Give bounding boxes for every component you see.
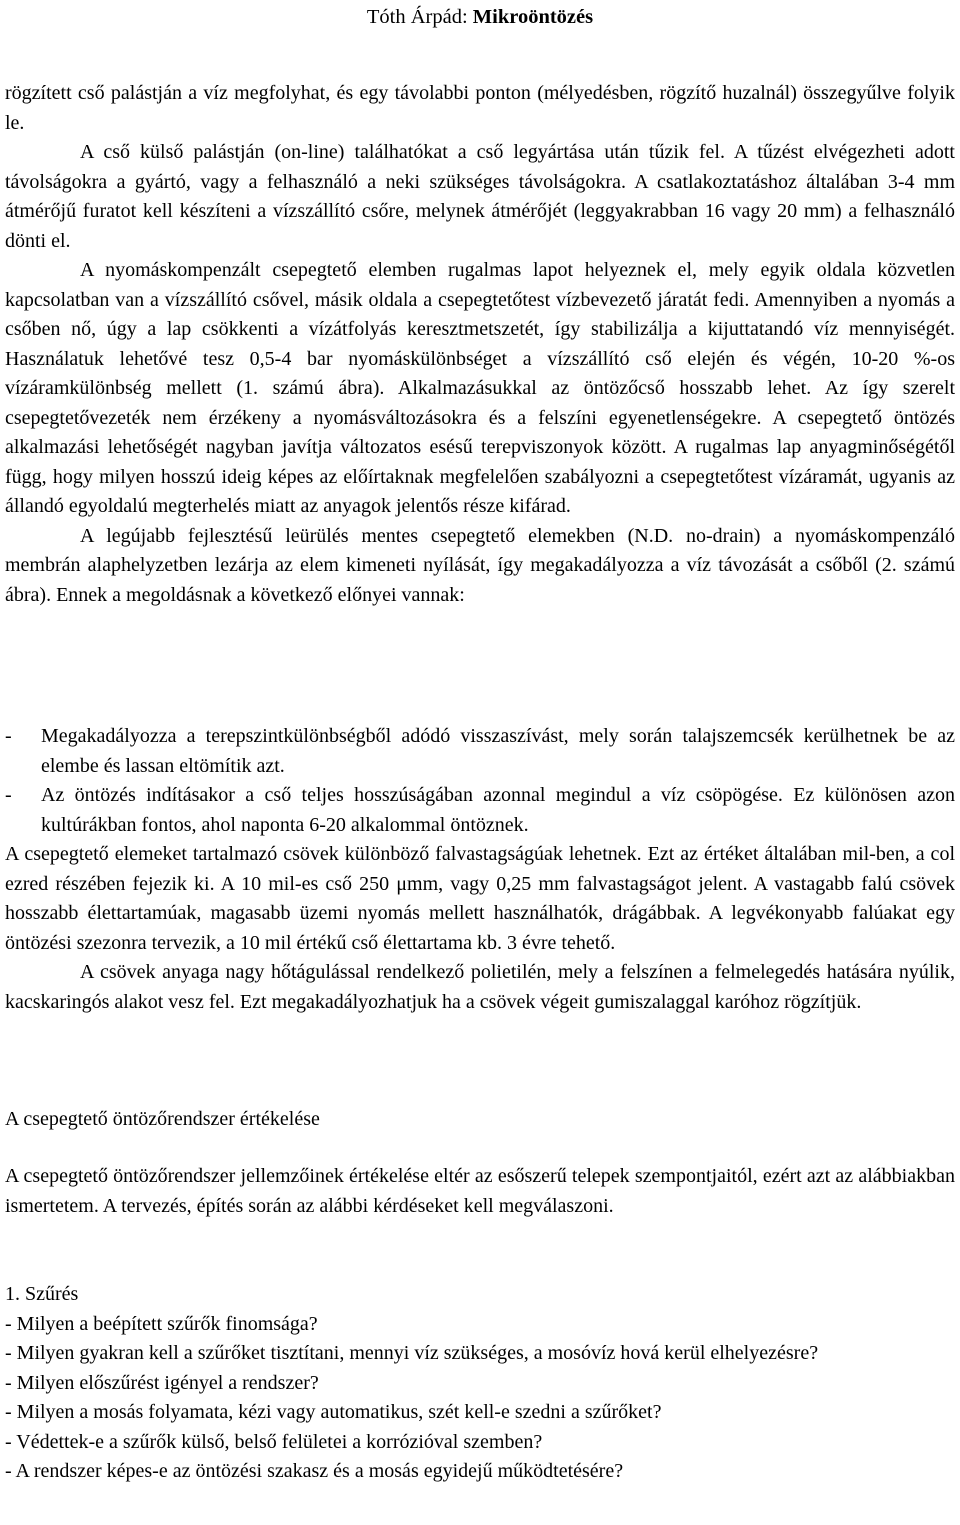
question-item: - Milyen gyakran kell a szűrőket tisztítani, mennyi víz szükséges, a mosóvíz hová kerül elhelyezésre? [5, 1342, 819, 1364]
dash-bullet: - [5, 725, 12, 747]
paragraph-7-block [5, 1162, 955, 1221]
question-item: - Milyen a beépített szűrők finomsága? [5, 1312, 318, 1335]
list-item-text: Megakadályozza a terepszintkülönbségből adódó visszaszívást, mely során talajszemcsék kerülhetnek be az elembe és lassan eltömítik azt. [41, 725, 955, 777]
paragraph-2: A cső külső palástján (on-line) találhatókat a cső legyártása után tűzik fel. A tűzést elvégezheti adott távolságokra a gyártó, vagy a felhasználó a neki szükséges távolságokra. A csatlakoztatáshoz általában 3-4 mm átmérőjű furatot kell készíteni a vízszállító csőre, melynek átmérőjét (leggyakrabban 16 vagy 20 mm) a felhasználó dönti el. [5, 141, 955, 252]
header-author: Tóth Árpád: [366, 6, 473, 28]
paragraph-6: A csövek anyaga nagy hőtágulással rendelkező polietilén, mely a felszínen a felmelegedés hatására nyúlik, kacskaringós alakot vesz fel. Ezt megakadályozhatjuk ha a csövek végeit gumiszalaggal karóhoz rögzítjük. [5, 961, 955, 1013]
question-item: - Védettek-e a szűrők külső, belső felületei a korrózióval szemben? [5, 1430, 543, 1453]
paragraph-3: A nyomáskompenzált csepegtető elemben rugalmas lapot helyeznek el, mely egyik oldala közvetlen kapcsolatban van a vízszállító csővel, másik oldala a csepegtetőtest vízbevezető járatát fedi. Amennyiben a nyomás a csőben nő, úgy a lap csökkenti a vízátfolyás keresztmetszetét, így stabilizálja a kijuttatandó víz mennyiségét. Használatuk lehetővé tesz 0,5-4 bar nyomáskülönbséget a vízszállító cső elején és végén, 10-20 %-os vízáramkülönbség mellett (1. számú ábra). Alkalmazásukkal az öntözőcső hosszabb lehet. Az így szerelt csepegtetővezeték nem érzékeny a nyomásváltozásokra és a felszíni egyenetlenségekre. A csepegtető öntözés alkalmazási lehetőségét nagyban javítja változatos esésű terepviszonyok között. A rugalmas lap anyagminőségétől függ, hogy milyen hosszú ideig képes az előírtaknak megfelelően szabályozni a csepegtetőtest vízáramát, ugyanis az állandó egyoldalú megterhelés miatt az anyagok jelentős része kifárad. [5, 259, 955, 517]
section-heading: A csepegtető öntözőrendszer értékelése [5, 1108, 320, 1130]
question-item: - Milyen a mosás folyamata, kézi vagy automatikus, szét kell-e szedni a szűrőket? [5, 1401, 662, 1423]
list-item [5, 781, 955, 840]
page-header [5, 3, 955, 33]
paragraph-intro [5, 79, 955, 610]
paragraph-5: A csepegtető elemeket tartalmazó csövek különböző falvastagságúak lehetnek. Ezt az értéket általában mil-ben, a col ezred részében fejezik ki. A 10 mil-es cső 250 μmm, vagy 0,25 mm falvastagságot jelent. A vastagabb falú csövek hosszabb élettartamúak, magasabb üzemi nyomás mellett használhatók, drágábbak. A legvékonyabb falúakat egy öntözési szezonra tervezik, a 10 mil értékű cső élettartama kb. 3 évre tehető. [5, 843, 955, 954]
question-item: - Milyen előszűrést igényel a rendszer? [5, 1371, 319, 1394]
list-item [5, 722, 955, 781]
advantages-list [5, 722, 955, 1017]
paragraph-4: A legújabb fejlesztésű leürülés mentes csepegtető elemekben (N.D. no-drain) a nyomáskompenzáló membrán alaphelyzetben lezárja az elem kimeneti nyílását, így megakadályozza a víz távozását a csőből (2. számú ábra). Ennek a megoldásnak a következő előnyei vannak: [5, 524, 955, 606]
paragraph-1: rögzített cső palástján a víz megfolyhat, és egy távolabbi ponton (mélyedésben, rögzítő huzalnál) összegyűlve folyik le. [5, 82, 955, 134]
numbered-heading: 1. Szűrés [5, 1283, 79, 1305]
header-title: Mikroöntözés [472, 6, 594, 28]
dash-bullet: - [5, 784, 12, 806]
paragraph-7: A csepegtető öntözőrendszer jellemzőinek értékelése eltér az esőszerű telepek szempontjaitól, ezért azt az alábbiakban ismertetem. A tervezés, építés során az alábbi kérdéseket kell megválaszoni. [5, 1165, 955, 1217]
question-item: - A rendszer képes-e az öntözési szakasz és a mosás egyidejű működtetésére? [5, 1460, 624, 1482]
filtering-section [5, 1280, 955, 1487]
list-item-text: Az öntözés indításakor a cső teljes hosszúságában azonnal megindul a víz csöpögése. Ez különösen azon kultúrákban fontos, ahol naponta 6-20 alkalommal öntöznek. [41, 784, 955, 836]
